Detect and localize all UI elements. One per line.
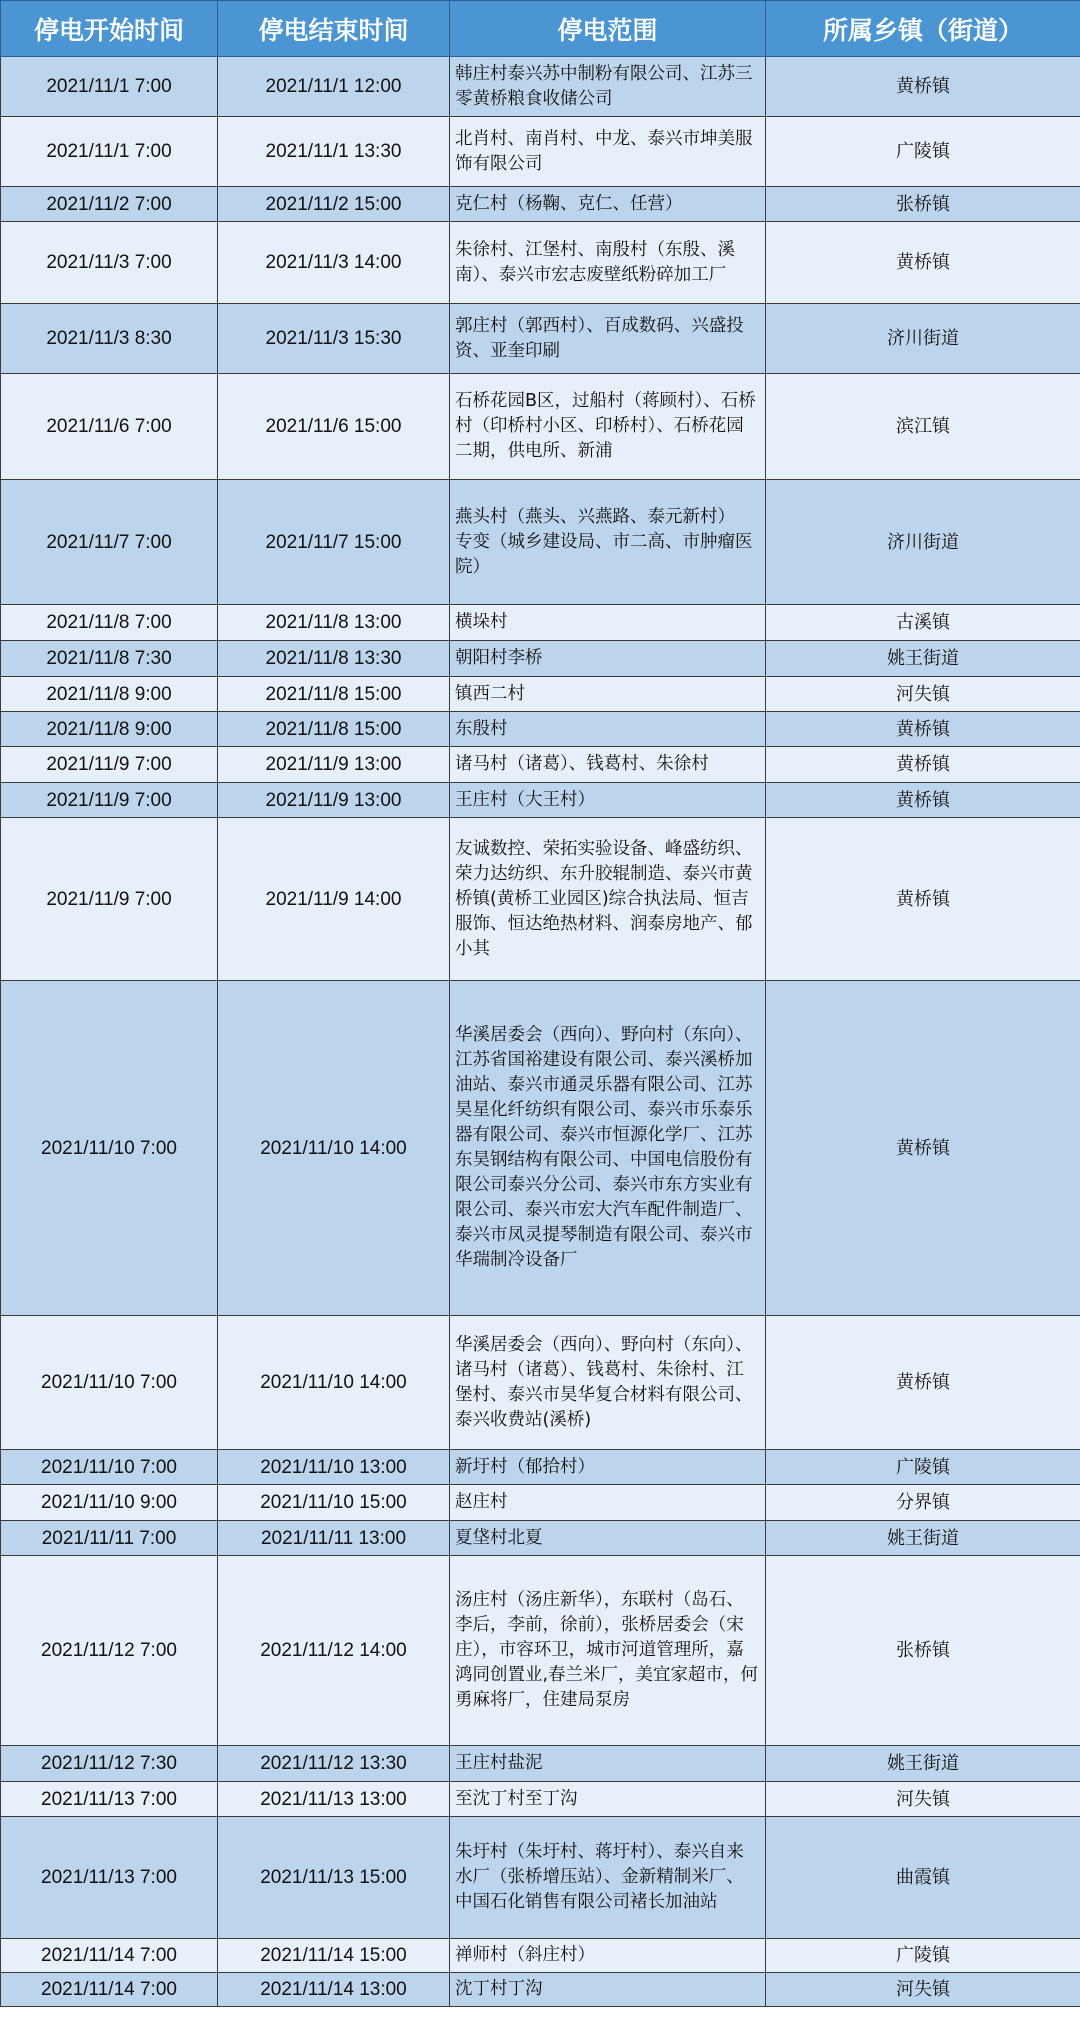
- header-start-time: 停电开始时间: [1, 1, 218, 57]
- start-time-cell: 2021/11/2 7:00: [1, 187, 218, 222]
- table-row: [1, 1939, 1080, 1973]
- township-cell: 曲霞镇: [766, 1817, 1080, 1939]
- header-outage-area: 停电范围: [450, 1, 766, 57]
- end-time-cell: 2021/11/10 14:00: [218, 1316, 450, 1450]
- table-body: [1, 57, 1080, 2007]
- end-time-cell: 2021/11/2 15:00: [218, 187, 450, 222]
- township-cell: 黄桥镇: [766, 747, 1080, 783]
- table-row: [1, 480, 1080, 605]
- start-time-cell: 2021/11/14 7:00: [1, 1973, 218, 2007]
- start-time-cell: 2021/11/8 7:00: [1, 605, 218, 641]
- table-row: [1, 1746, 1080, 1782]
- header-end-time: 停电结束时间: [218, 1, 450, 57]
- table-row: [1, 712, 1080, 747]
- start-time-cell: 2021/11/8 9:00: [1, 712, 218, 747]
- outage-area-cell: 华溪居委会（西向）、野向村（东向）、诸马村（诸葛）、钱葛村、朱徐村、江堡村、泰兴市昊华复合材料有限公司、泰兴收费站(溪桥): [450, 1316, 766, 1450]
- township-cell: 黄桥镇: [766, 783, 1080, 818]
- start-time-cell: 2021/11/1 7:00: [1, 57, 218, 117]
- start-time-cell: 2021/11/11 7:00: [1, 1521, 218, 1556]
- start-time-cell: 2021/11/7 7:00: [1, 480, 218, 605]
- table-row: [1, 981, 1080, 1316]
- start-time-cell: 2021/11/3 8:30: [1, 304, 218, 374]
- township-cell: 河失镇: [766, 1973, 1080, 2007]
- outage-area-cell: 镇西二村: [450, 677, 766, 712]
- start-time-cell: 2021/11/3 7:00: [1, 222, 218, 304]
- township-cell: 分界镇: [766, 1485, 1080, 1521]
- outage-area-cell: 禅师村（斜庄村）: [450, 1939, 766, 1973]
- end-time-cell: 2021/11/1 13:30: [218, 117, 450, 187]
- outage-area-cell: 沈丁村丁沟: [450, 1973, 766, 2007]
- township-cell: 张桥镇: [766, 1556, 1080, 1746]
- start-time-cell: 2021/11/14 7:00: [1, 1939, 218, 1973]
- outage-area-cell: 汤庄村（汤庄新华），东联村（岛石、李后，李前，徐前），张桥居委会（宋庄），市容环卫，城市河道管理所，嘉鸿同创置业,春兰米厂，美宜家超市，何勇麻将厂，住建局泵房: [450, 1556, 766, 1746]
- township-cell: 黄桥镇: [766, 57, 1080, 117]
- end-time-cell: 2021/11/13 13:00: [218, 1782, 450, 1817]
- table-row: [1, 117, 1080, 187]
- outage-area-cell: 东殷村: [450, 712, 766, 747]
- end-time-cell: 2021/11/3 14:00: [218, 222, 450, 304]
- outage-area-cell: 朱徐村、江堡村、南殷村（东殷、溪南）、泰兴市宏志废壁纸粉碎加工厂: [450, 222, 766, 304]
- township-cell: 黄桥镇: [766, 222, 1080, 304]
- township-cell: 广陵镇: [766, 1939, 1080, 1973]
- start-time-cell: 2021/11/10 7:00: [1, 981, 218, 1316]
- table-row: [1, 1316, 1080, 1450]
- township-cell: 广陵镇: [766, 1450, 1080, 1485]
- end-time-cell: 2021/11/10 13:00: [218, 1450, 450, 1485]
- start-time-cell: 2021/11/10 7:00: [1, 1316, 218, 1450]
- table-row: [1, 641, 1080, 677]
- end-time-cell: 2021/11/11 13:00: [218, 1521, 450, 1556]
- end-time-cell: 2021/11/8 13:00: [218, 605, 450, 641]
- end-time-cell: 2021/11/9 13:00: [218, 747, 450, 783]
- township-cell: 广陵镇: [766, 117, 1080, 187]
- table-row: [1, 677, 1080, 712]
- table-row: [1, 1485, 1080, 1521]
- start-time-cell: 2021/11/13 7:00: [1, 1817, 218, 1939]
- township-cell: 张桥镇: [766, 187, 1080, 222]
- end-time-cell: 2021/11/10 14:00: [218, 981, 450, 1316]
- table-row: [1, 1521, 1080, 1556]
- table-row: [1, 1782, 1080, 1817]
- end-time-cell: 2021/11/10 15:00: [218, 1485, 450, 1521]
- end-time-cell: 2021/11/14 13:00: [218, 1973, 450, 2007]
- township-cell: 河失镇: [766, 677, 1080, 712]
- township-cell: 河失镇: [766, 1782, 1080, 1817]
- table-row: [1, 1450, 1080, 1485]
- end-time-cell: 2021/11/1 12:00: [218, 57, 450, 117]
- start-time-cell: 2021/11/6 7:00: [1, 374, 218, 480]
- header-township: 所属乡镇（街道）: [766, 1, 1080, 57]
- township-cell: 姚王街道: [766, 1746, 1080, 1782]
- table-row: [1, 605, 1080, 641]
- start-time-cell: 2021/11/10 9:00: [1, 1485, 218, 1521]
- table-row: [1, 818, 1080, 981]
- table-row: [1, 1817, 1080, 1939]
- outage-area-cell: 石桥花园B区，过船村（蒋顾村）、石桥村（印桥村小区、印桥村）、石桥花园二期，供电所、新浦: [450, 374, 766, 480]
- start-time-cell: 2021/11/8 9:00: [1, 677, 218, 712]
- outage-area-cell: 诸马村（诸葛）、钱葛村、朱徐村: [450, 747, 766, 783]
- end-time-cell: 2021/11/8 15:00: [218, 677, 450, 712]
- table-row: [1, 783, 1080, 818]
- table-row: [1, 187, 1080, 222]
- start-time-cell: 2021/11/8 7:30: [1, 641, 218, 677]
- township-cell: 黄桥镇: [766, 712, 1080, 747]
- township-cell: 古溪镇: [766, 605, 1080, 641]
- end-time-cell: 2021/11/12 14:00: [218, 1556, 450, 1746]
- outage-area-cell: 王庄村盐泥: [450, 1746, 766, 1782]
- end-time-cell: 2021/11/8 15:00: [218, 712, 450, 747]
- end-time-cell: 2021/11/14 15:00: [218, 1939, 450, 1973]
- start-time-cell: 2021/11/12 7:30: [1, 1746, 218, 1782]
- outage-area-cell: 朝阳村李桥: [450, 641, 766, 677]
- outage-area-cell: 燕头村（燕头、兴燕路、泰元新村） 专变（城乡建设局、市二高、市肿瘤医院）: [450, 480, 766, 605]
- start-time-cell: 2021/11/12 7:00: [1, 1556, 218, 1746]
- start-time-cell: 2021/11/9 7:00: [1, 783, 218, 818]
- outage-area-cell: 韩庄村泰兴苏中制粉有限公司、江苏三零黄桥粮食收储公司: [450, 57, 766, 117]
- outage-area-cell: 至沈丁村至丁沟: [450, 1782, 766, 1817]
- start-time-cell: 2021/11/10 7:00: [1, 1450, 218, 1485]
- end-time-cell: 2021/11/8 13:30: [218, 641, 450, 677]
- table-row: [1, 222, 1080, 304]
- outage-area-cell: 新圩村（郁拾村）: [450, 1450, 766, 1485]
- table-row: [1, 57, 1080, 117]
- township-cell: 济川街道: [766, 304, 1080, 374]
- outage-area-cell: 王庄村（大王村）: [450, 783, 766, 818]
- township-cell: 黄桥镇: [766, 818, 1080, 981]
- outage-area-cell: 北肖村、南肖村、中龙、泰兴市坤美服饰有限公司: [450, 117, 766, 187]
- township-cell: 黄桥镇: [766, 981, 1080, 1316]
- start-time-cell: 2021/11/9 7:00: [1, 818, 218, 981]
- township-cell: 姚王街道: [766, 1521, 1080, 1556]
- start-time-cell: 2021/11/13 7:00: [1, 1782, 218, 1817]
- end-time-cell: 2021/11/6 15:00: [218, 374, 450, 480]
- outage-area-cell: 赵庄村: [450, 1485, 766, 1521]
- outage-area-cell: 华溪居委会（西向）、野向村（东向）、江苏省国裕建设有限公司、泰兴溪桥加油站、泰兴市通灵乐器有限公司、江苏昊星化纤纺织有限公司、泰兴市乐泰乐器有限公司、泰兴市恒源化学厂、江苏东昊钢结构有限公司、中国电信股份有限公司泰兴分公司、泰兴市东方实业有限公司、泰兴市宏大汽车配件制造厂、泰兴市凤灵提琴制造有限公司、泰兴市华瑞制冷设备厂: [450, 981, 766, 1316]
- table-row: [1, 1973, 1080, 2007]
- township-cell: 滨江镇: [766, 374, 1080, 480]
- end-time-cell: 2021/11/12 13:30: [218, 1746, 450, 1782]
- outage-area-cell: 郭庄村（郭西村）、百成数码、兴盛投资、亚奎印刷: [450, 304, 766, 374]
- table-row: [1, 374, 1080, 480]
- start-time-cell: 2021/11/9 7:00: [1, 747, 218, 783]
- start-time-cell: 2021/11/1 7:00: [1, 117, 218, 187]
- header-row: [1, 1, 1080, 57]
- end-time-cell: 2021/11/13 15:00: [218, 1817, 450, 1939]
- outage-area-cell: 横垛村: [450, 605, 766, 641]
- outage-area-cell: 朱圩村（朱圩村、蒋圩村）、泰兴自来水厂（张桥增压站）、金新精制米厂、中国石化销售有限公司褚长加油站: [450, 1817, 766, 1939]
- table-row: [1, 1556, 1080, 1746]
- outage-area-cell: 友诚数控、荣拓实验设备、峰盛纺织、荣力达纺织、东升胶辊制造、泰兴市黄桥镇(黄桥工业园区)综合执法局、恒吉服饰、恒达绝热材料、润泰房地产、郁小其: [450, 818, 766, 981]
- outage-area-cell: 夏垡村北夏: [450, 1521, 766, 1556]
- township-cell: 姚王街道: [766, 641, 1080, 677]
- township-cell: 济川街道: [766, 480, 1080, 605]
- table-row: [1, 747, 1080, 783]
- end-time-cell: 2021/11/3 15:30: [218, 304, 450, 374]
- table-row: [1, 304, 1080, 374]
- township-cell: 黄桥镇: [766, 1316, 1080, 1450]
- end-time-cell: 2021/11/7 15:00: [218, 480, 450, 605]
- end-time-cell: 2021/11/9 13:00: [218, 783, 450, 818]
- end-time-cell: 2021/11/9 14:00: [218, 818, 450, 981]
- outage-area-cell: 克仁村（杨鞠、克仁、任营）: [450, 187, 766, 222]
